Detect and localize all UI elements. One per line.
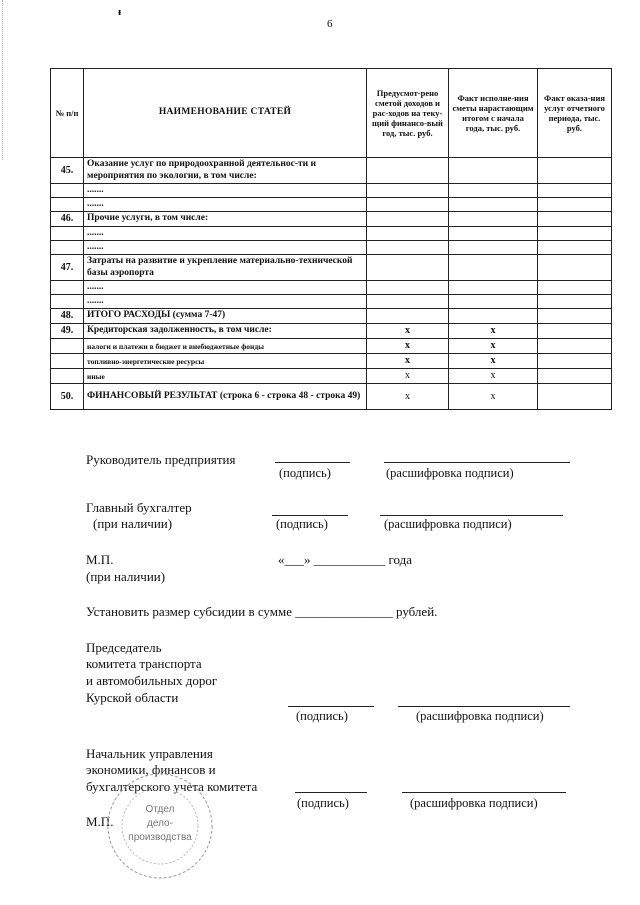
row-num <box>51 198 84 212</box>
row-c3 <box>538 255 612 281</box>
row-c3 <box>538 309 612 324</box>
row-num: 49. <box>51 324 84 339</box>
accountant-decode-caption: (расшифровка подписи) <box>384 517 512 531</box>
row-name: иные <box>84 369 367 384</box>
accountant-signature-caption: (подпись) <box>276 517 328 531</box>
row-c1: х <box>367 384 449 410</box>
row-name: ....... <box>84 184 367 198</box>
table-row <box>51 198 612 212</box>
chairman-signature-caption: (подпись) <box>296 709 348 723</box>
accountant-label: Главный бухгалтер <box>86 500 192 515</box>
row-c2 <box>449 281 538 295</box>
row-c2 <box>449 295 538 309</box>
stamp-text-3: производства <box>128 832 192 843</box>
row-c2 <box>449 198 538 212</box>
row-c1 <box>367 255 449 281</box>
row-name: Кредиторская задолженность, в том числе: <box>84 324 367 339</box>
row-c3 <box>538 281 612 295</box>
stamp-text-1: Отдел <box>145 804 175 815</box>
row-num <box>51 354 84 369</box>
row-num <box>51 339 84 354</box>
row-num <box>51 369 84 384</box>
mp-sub: (при наличии) <box>86 569 166 584</box>
table-row <box>51 227 612 241</box>
row-num <box>51 281 84 295</box>
chairman-line-2: комитета транспорта <box>86 656 202 671</box>
row-name: налоги и платежи в бюджет и внебюджетные фонды <box>84 339 367 354</box>
header-col3: Факт оказа-ния услуг отчетного периода, тыс. руб. <box>538 69 612 158</box>
accountant-signature-line <box>272 515 348 516</box>
office-stamp <box>104 770 216 882</box>
chairman-decode-caption: (расшифровка подписи) <box>416 709 544 723</box>
row-c1 <box>367 198 449 212</box>
head-decode-caption: (расшифровка подписи) <box>386 466 514 480</box>
row-c1: х <box>367 369 449 384</box>
row-c2 <box>449 309 538 324</box>
subsidy-text: Установить размер субсидии в сумме _______________ рублей. <box>86 604 438 619</box>
row-c1 <box>367 212 449 227</box>
row-c3 <box>538 198 612 212</box>
row-c2: х <box>449 324 538 339</box>
row-c3 <box>538 158 612 184</box>
row-c1 <box>367 184 449 198</box>
row-num <box>51 241 84 255</box>
row-c3 <box>538 227 612 241</box>
row-name: ....... <box>84 227 367 241</box>
row-c1 <box>367 309 449 324</box>
row-name: топливно-энергетические ресурсы <box>84 354 367 369</box>
row-c3 <box>538 384 612 410</box>
table-row <box>51 158 612 184</box>
row-c1 <box>367 227 449 241</box>
accountant-sub: (при наличии) <box>93 516 173 531</box>
row-num: 46. <box>51 212 84 227</box>
row-c1 <box>367 241 449 255</box>
row-c1 <box>367 158 449 184</box>
row-c1 <box>367 295 449 309</box>
row-c2 <box>449 184 538 198</box>
row-c3 <box>538 212 612 227</box>
row-num <box>51 295 84 309</box>
row-c3 <box>538 339 612 354</box>
chief-line-1: Начальник управления <box>86 746 213 761</box>
header-col1: Предусмот-рено сметой доходов и рас-ходов на теку-щий финансо-вый год, тыс. руб. <box>367 69 449 158</box>
table-row <box>51 295 612 309</box>
table-row <box>51 212 612 227</box>
table-row <box>51 281 612 295</box>
header-col2: Факт исполне-ния сметы нарастающим итогом с начала года, тыс. руб. <box>449 69 538 158</box>
head-signature-caption: (подпись) <box>279 466 331 480</box>
row-c2 <box>449 241 538 255</box>
chief-line-2: экономики, финансов и <box>86 762 216 777</box>
chairman-line-3: и автомобильных дорог <box>86 673 218 688</box>
chairman-line-1: Председатель <box>86 640 162 655</box>
row-c1 <box>367 281 449 295</box>
chief-decode-line <box>402 792 566 793</box>
row-c3 <box>538 354 612 369</box>
row-num <box>51 184 84 198</box>
row-name: Затраты на развитие и укрепление материально-технической базы аэропорта <box>84 255 367 281</box>
row-c3 <box>538 369 612 384</box>
row-name: ФИНАНСОВЫЙ РЕЗУЛЬТАТ (строка 6 - строка 48 - строка 49) <box>84 384 367 410</box>
row-c1: х <box>367 339 449 354</box>
chairman-line-4: Курской области <box>86 690 179 705</box>
table-row <box>51 309 612 324</box>
mp-bottom: М.П. <box>86 814 114 829</box>
chief-line-3: бухгалтерского учета комитета <box>86 779 258 794</box>
row-num: 50. <box>51 384 84 410</box>
row-c3 <box>538 295 612 309</box>
chairman-signature-line <box>288 706 374 707</box>
row-c2 <box>449 158 538 184</box>
row-name: ....... <box>84 241 367 255</box>
table-row <box>51 184 612 198</box>
page-number: 6 <box>327 18 333 30</box>
table-row <box>51 255 612 281</box>
head-signature-line <box>275 462 350 463</box>
row-c2: х <box>449 384 538 410</box>
row-num <box>51 227 84 241</box>
date-text: «___» ___________ года <box>278 552 413 567</box>
table-row <box>51 339 612 354</box>
row-num: 47. <box>51 255 84 281</box>
corner-mark: ᵻ <box>118 6 122 18</box>
row-name: ....... <box>84 281 367 295</box>
head-decode-line <box>384 462 570 463</box>
row-c2 <box>449 255 538 281</box>
row-num: 48. <box>51 309 84 324</box>
table-header-row <box>51 69 612 158</box>
chairman-decode-line <box>398 706 570 707</box>
table-row <box>51 241 612 255</box>
table-row <box>51 369 612 384</box>
table-row <box>51 384 612 410</box>
header-name: НАИМЕНОВАНИЕ СТАТЕЙ <box>84 69 367 158</box>
table-row <box>51 324 612 339</box>
chief-signature-caption: (подпись) <box>297 796 349 810</box>
row-c3 <box>538 184 612 198</box>
head-label: Руководитель предприятия <box>86 452 236 467</box>
table-row <box>51 354 612 369</box>
row-c1: х <box>367 324 449 339</box>
row-c2 <box>449 212 538 227</box>
mp-label: М.П. <box>86 552 114 567</box>
row-name: Прочие услуги, в том числе: <box>84 212 367 227</box>
page-edge-mark <box>2 0 3 160</box>
row-c3 <box>538 324 612 339</box>
row-c1: х <box>367 354 449 369</box>
row-c3 <box>538 241 612 255</box>
row-name: Оказание услуг по природоохранной деятельнос-ти и мероприятия по экологии, в том числе: <box>84 158 367 184</box>
row-c2 <box>449 227 538 241</box>
chief-decode-caption: (расшифровка подписи) <box>410 796 538 810</box>
row-name: ....... <box>84 295 367 309</box>
accountant-decode-line <box>380 515 563 516</box>
chief-signature-line <box>295 792 367 793</box>
header-num: № п/п <box>51 69 84 158</box>
row-c2: х <box>449 354 538 369</box>
stamp-text-2: дело- <box>147 818 173 829</box>
expense-table <box>50 68 612 410</box>
row-c2: х <box>449 369 538 384</box>
row-name: ....... <box>84 198 367 212</box>
row-c2: х <box>449 339 538 354</box>
row-name: ИТОГО РАСХОДЫ (сумма 7-47) <box>84 309 367 324</box>
row-num: 45. <box>51 158 84 184</box>
